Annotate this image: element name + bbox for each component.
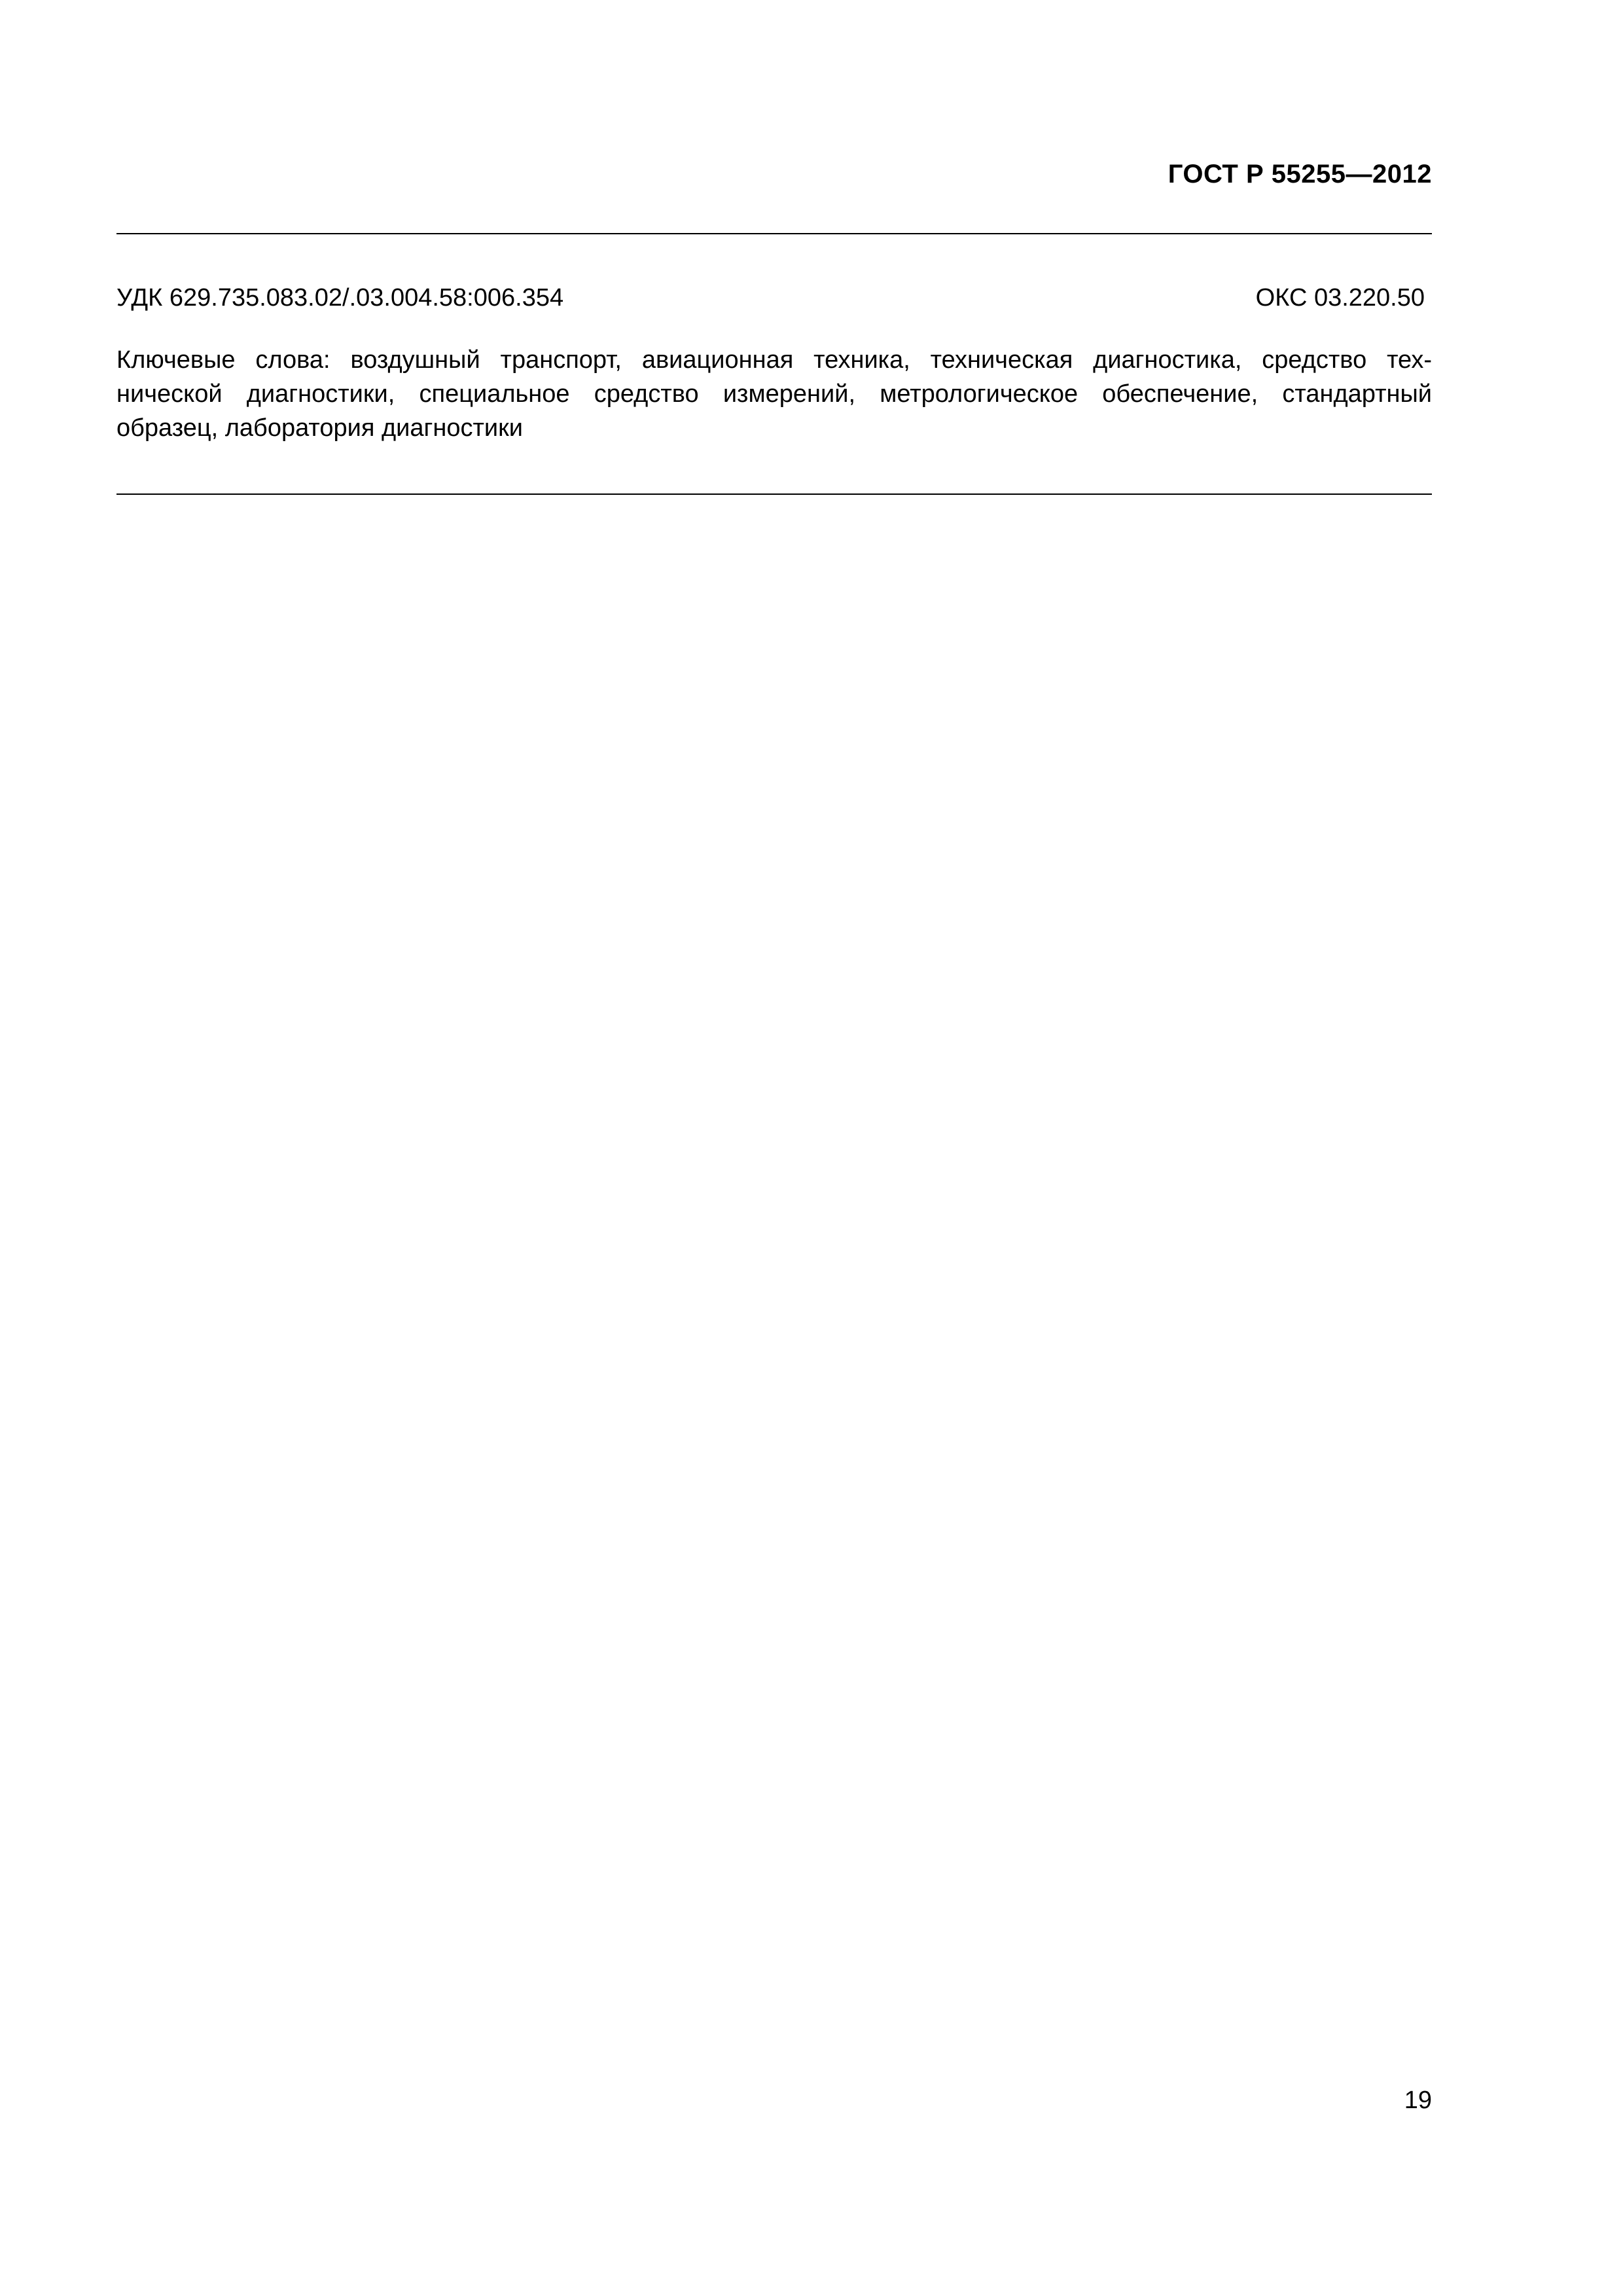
keywords-line: Ключевые слова: воздушный транспорт, авиационная техника, техническая диагностика, средство тех-: [116, 346, 1432, 374]
document-number: ГОСТ Р 55255—2012: [1168, 160, 1432, 188]
oks-code: ОКС 03.220.50: [1255, 284, 1425, 312]
page-number: 19: [1404, 2087, 1432, 2114]
bottom-divider: [116, 493, 1432, 495]
keywords-line: образец, лаборатория диагностики: [116, 414, 523, 442]
keywords-line: нической диагностики, специальное средство измерений, метрологическое обеспечение, стандартный: [116, 380, 1432, 408]
udc-code: УДК 629.735.083.02/.03.004.58:006.354: [116, 284, 564, 312]
keywords-paragraph: [116, 343, 1432, 445]
top-divider: [116, 233, 1432, 234]
